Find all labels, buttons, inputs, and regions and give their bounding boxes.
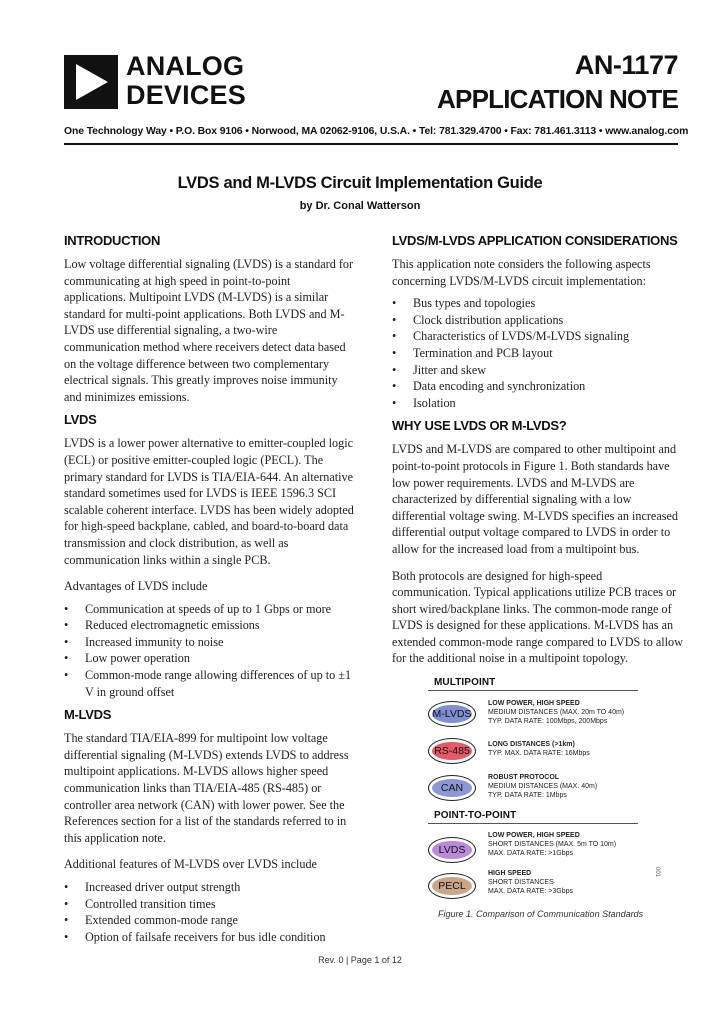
analog-devices-logo [64,51,254,112]
mlvds-badge-label: M-LVDS [432,705,472,723]
logo-line-2: DEVICES [126,80,246,110]
can-desc-line-2: MEDIUM DISTANCES (MAX. 40m) [488,783,598,791]
rs485-desc-line-2: TYP. MAX. DATA RATE: 16Mbps [488,750,590,758]
rs485-badge [428,738,476,764]
list-item: • Increased driver output strength [64,879,354,896]
lvds-desc-line-1: LOW POWER, HIGH SPEED [488,832,580,840]
introduction-text: Low voltage differential signaling (LVDS) is a standard for communicating at high speed in point-to-point applications. Multipoint LVDS (M-LVDS) is a similar standard for multi-point applications. Both LVDS and M-LVDS use differential signaling, a two-wire communication method where receivers detect data based on the voltage difference between two complementary electrical signals. This greatly improves noise immunity and minimizes emissions. [64,257,354,404]
lvds-text: LVDS is a lower power alternative to emitter-coupled logic (ECL) or positive emitter-coupled logic (PECL). The primary standard for LVDS is TIA/EIA-644. An alternative standard sometimes used for LVDS is IEEE 1596.3 SCI scalable coherent interface. LVDS has been widely adopted for high-speed backplane, cabled, and board-to-board data transmission and clock distribution, as well as communication links within a single PCB. [64,436,354,567]
why-heading: WHY USE LVDS OR M-LVDS? [392,418,567,434]
lvds-desc-line-2: SHORT DISTANCES (MAX. 5m TO 10m) [488,841,617,849]
mlvds-desc-line-1: LOW POWER, HIGH SPEED [488,700,580,708]
introduction-heading: INTRODUCTION [64,233,161,248]
pecl-desc-line-3: MAX. DATA RATE: >3Gbps [488,888,573,896]
list-item: • Communication at speeds of up to 1 Gbps or more [64,601,354,618]
lvds-advantages-intro: Advantages of LVDS include [64,579,208,594]
lvds-advantages-list [64,601,354,701]
mlvds-desc-line-3: TYP. DATA RATE: 100Mbps, 200Mbps [488,718,608,726]
pecl-description [488,869,573,896]
lvds-badge-label: LVDS [432,841,472,859]
list-item: • Data encoding and synchronization [392,378,684,395]
logo-triangle-icon [64,55,118,109]
mlvds-heading: M-LVDS [64,707,112,723]
lvds-description [488,831,616,858]
list-item: • Extended common-mode range [64,912,354,929]
lvds-desc-line-3: MAX. DATA RATE: >1Gbps [488,850,573,858]
comparison-figure [428,679,668,929]
lvds-heading: LVDS [64,412,97,428]
multipoint-rule [428,690,638,691]
list-item: • Reduced electromagnetic emissions [64,617,354,634]
why-text-1: LVDS and M-LVDS are compared to other multipoint and point-to-point protocols in Figure 1. Both standards have low power requirements. LVDS and M-LVDS are characterized by differential signaling with a low differential voltage swing. M-LVDS specifies an increased differential output voltage compared to LVDS in order to allow for the increased load from a multipoint bus. [392,442,678,556]
considerations-list [392,295,684,411]
logo-wordmark [126,52,246,110]
figure-id: 001 [654,867,660,878]
document-title: LVDS and M-LVDS Circuit Implementation Guide [177,174,543,192]
list-item: • Increased immunity to noise [64,634,354,651]
pecl-badge-label: PECL [432,877,472,895]
rs485-description [488,740,590,758]
mlvds-badge [428,701,476,727]
header-rule [64,143,678,145]
can-desc-line-1: ROBUST PROTOCOL [488,774,560,782]
list-item: • Characteristics of LVDS/M-LVDS signaling [392,328,684,345]
lvds-badge [428,837,476,863]
list-item: • Common-mode range allowing differences of up to ±1 V in ground offset [64,667,354,700]
list-item: • Low power operation [64,650,354,667]
right-column [392,232,684,929]
mlvds-features-list [64,879,354,945]
list-item: • Termination and PCB layout [392,345,684,362]
pecl-desc-line-1: HIGH SPEED [488,870,532,878]
can-desc-line-3: TYP. DATA RATE: 1Mbps [488,792,567,800]
pecl-desc-line-2: SHORT DISTANCES [488,879,554,887]
point-to-point-rule [428,823,638,824]
rs485-desc-line-1: LONG DISTANCES (>1km) [488,741,575,749]
list-item: • Isolation [392,395,684,412]
point-to-point-label: POINT-TO-POINT [434,810,517,822]
mlvds-description [488,699,624,726]
why-text-2: Both protocols are designed for high-speed communication. Typical applications utilize PCB traces or short wired/backplane links. The common-mode range of LVDS is designed for these applications. M-LVDS has an extended common-mode range compared to LVDS to allow for the additional noise in a multipoint topology. [392,568,683,666]
company-address: One Technology Way • P.O. Box 9106 • Norwood, MA 02062-9106, U.S.A. • Tel: 781.329.4700 • Fax: 781.461.3113 • www.analog.com [64,126,689,137]
considerations-text: This application note considers the following aspects concerning LVDS/M-LVDS circuit implementation: [392,257,651,288]
list-item: • Option of failsafe receivers for bus idle condition [64,929,354,946]
list-item: • Controlled transition times [64,896,354,913]
figure-caption: Figure 1. Comparison of Communication Standards [438,909,644,920]
document-author: by Dr. Conal Watterson [299,200,421,212]
multipoint-label: MULTIPOINT [434,677,496,689]
list-item: • Bus types and topologies [392,295,684,312]
mlvds-features-intro: Additional features of M-LVDS over LVDS include [64,857,317,872]
app-note-number: AN-1177 [574,50,678,80]
list-item: • Clock distribution applications [392,312,684,329]
mlvds-text: The standard TIA/EIA-899 for multipoint low voltage differential signaling (M-LVDS) extends LVDS to address multipoint applications. M-LVDS allows higher speed communication links than TIA/EIA-485 (RS-485) or controller area network (CAN) with lower power. See the References section for a list of the standards referred to in this application note. [64,731,349,845]
app-note-label: APPLICATION NOTE [437,84,678,114]
list-item: • Jitter and skew [392,362,684,379]
rs485-badge-label: RS-485 [432,742,472,760]
can-badge-label: CAN [432,779,472,797]
left-column [64,232,354,945]
can-description [488,773,597,800]
page-footer: Rev. 0 | Page 1 of 12 [318,955,402,965]
logo-line-1: ANALOG [126,51,245,81]
can-badge [428,775,476,801]
pecl-badge [428,873,476,899]
mlvds-desc-line-2: MEDIUM DISTANCES (MAX. 20m TO 40m) [488,709,625,717]
considerations-heading: LVDS/M-LVDS APPLICATION CONSIDERATIONS [392,233,678,248]
